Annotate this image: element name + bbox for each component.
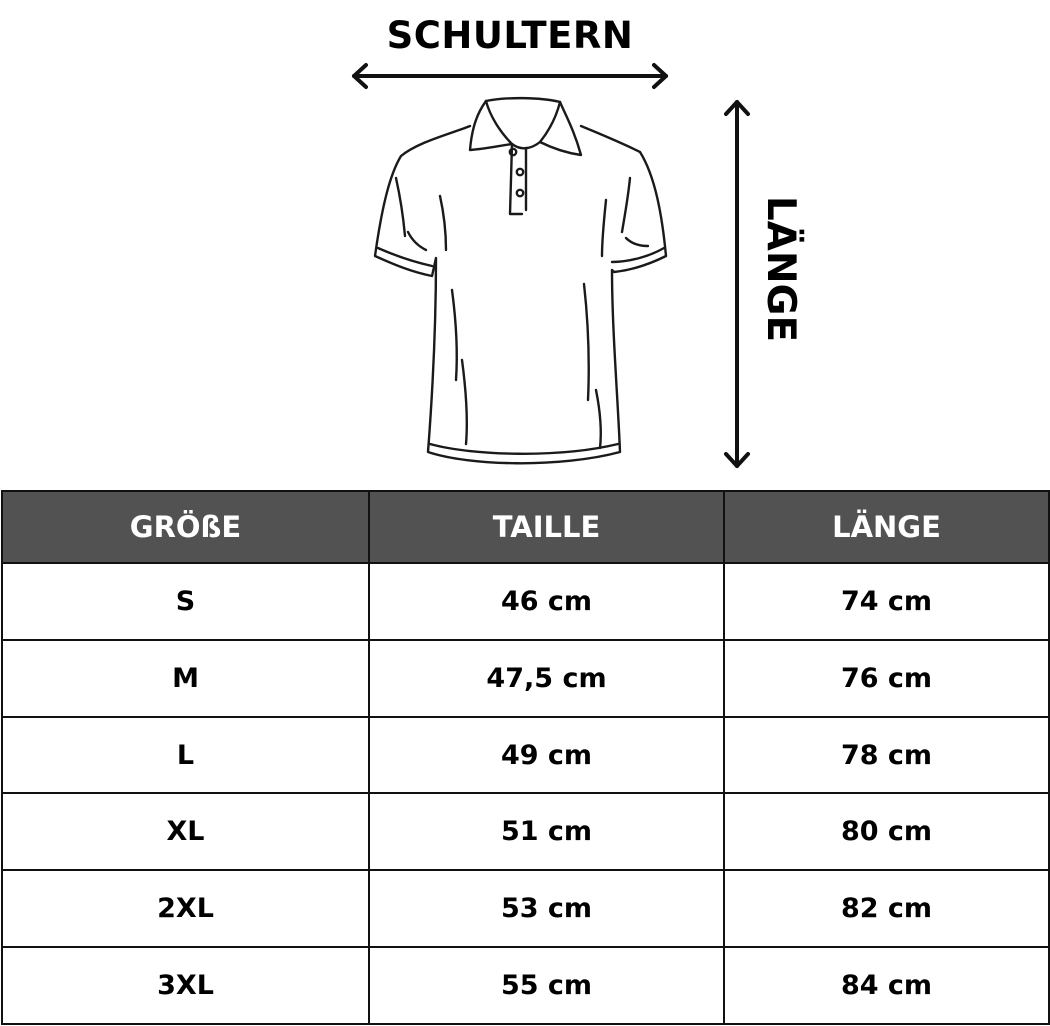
size-cell: 3XL	[2, 947, 369, 1024]
table-row	[2, 870, 1049, 947]
table-body	[2, 563, 1049, 1024]
length-cell: 80 cm	[724, 793, 1049, 870]
shoulders-label: SCHULTERN	[386, 14, 634, 57]
length-cell: 82 cm	[724, 870, 1049, 947]
size-cell: S	[2, 563, 369, 640]
size-cell: L	[2, 717, 369, 794]
length-cell: 76 cm	[724, 640, 1049, 717]
waist-cell: 49 cm	[369, 717, 724, 794]
header-size: GRÖßE	[2, 491, 369, 563]
table-row	[2, 947, 1049, 1024]
size-chart-table	[1, 490, 1050, 1025]
table-row	[2, 640, 1049, 717]
size-cell: M	[2, 640, 369, 717]
table-header	[2, 491, 1049, 563]
length-arrow-icon	[726, 102, 748, 466]
table-row	[2, 717, 1049, 794]
length-label: LÄNGE	[758, 195, 803, 343]
header-row	[2, 491, 1049, 563]
header-length: LÄNGE	[724, 491, 1049, 563]
length-cell: 84 cm	[724, 947, 1049, 1024]
size-diagram	[0, 0, 1050, 490]
table-row	[2, 793, 1049, 870]
diagram-drawing	[0, 0, 1050, 490]
waist-cell: 51 cm	[369, 793, 724, 870]
table-row	[2, 563, 1049, 640]
length-cell: 74 cm	[724, 563, 1049, 640]
size-cell: XL	[2, 793, 369, 870]
waist-cell: 53 cm	[369, 870, 724, 947]
length-cell: 78 cm	[724, 717, 1049, 794]
waist-cell: 47,5 cm	[369, 640, 724, 717]
shoulders-arrow-icon	[354, 65, 666, 87]
header-waist: TAILLE	[369, 491, 724, 563]
size-cell: 2XL	[2, 870, 369, 947]
waist-cell: 46 cm	[369, 563, 724, 640]
polo-shirt-outline-icon	[375, 98, 666, 463]
waist-cell: 55 cm	[369, 947, 724, 1024]
